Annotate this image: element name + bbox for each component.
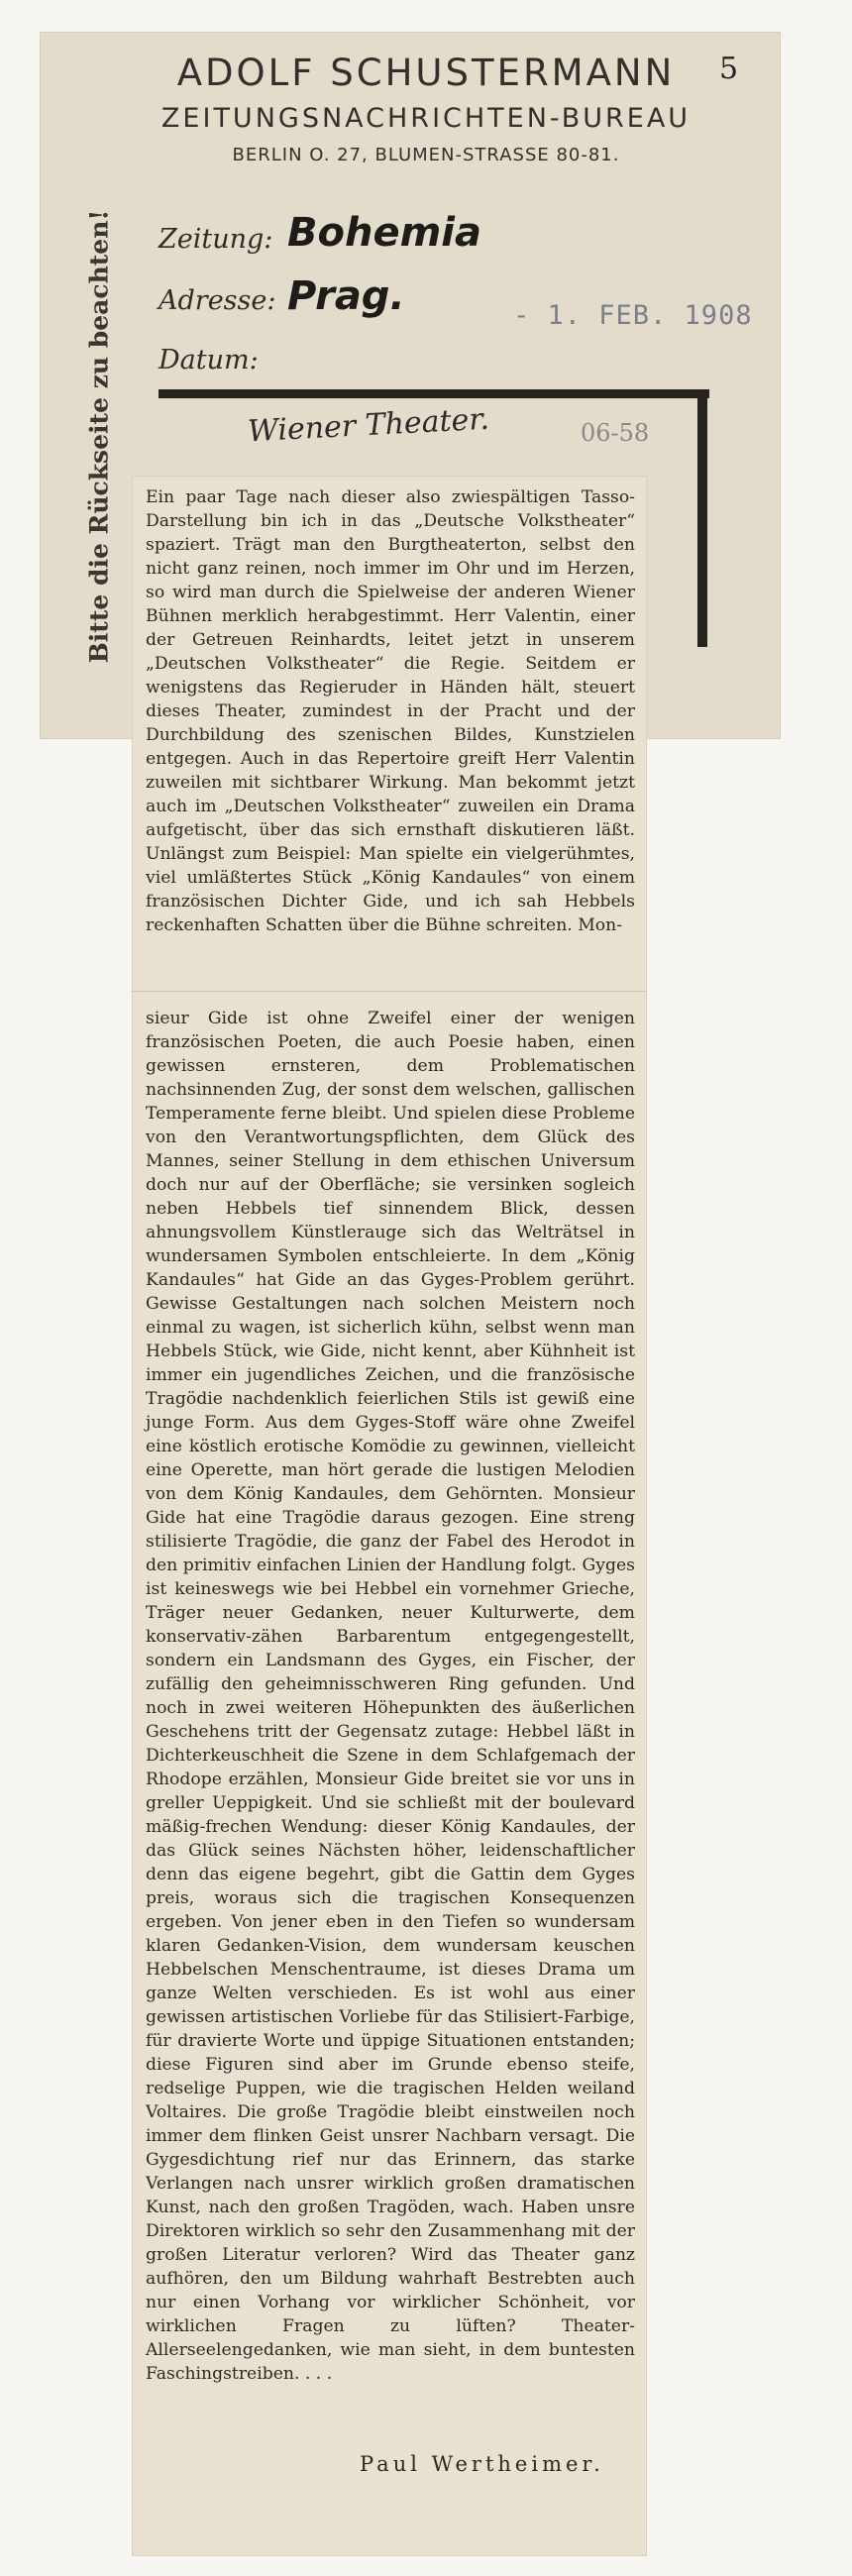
date-stamp: - 1. FEB. 1908: [513, 300, 753, 331]
handwritten-number: 06-58: [581, 419, 650, 447]
side-note-text: Bitte die Rückseite zu beachten!: [84, 209, 114, 663]
bureau-address: BERLIN O. 27, BLUMEN-STRASSE 80-81.: [232, 145, 620, 165]
value-zeitung: Bohemia: [287, 210, 481, 256]
label-zeitung: Zeitung:: [159, 224, 273, 255]
label-datum: Datum:: [159, 345, 259, 376]
side-note: [69, 178, 129, 694]
frame-rule-right: [697, 389, 707, 647]
frame-rule-top: [159, 389, 709, 398]
author-signature: Paul Wertheimer.: [360, 2452, 604, 2476]
label-adresse: Adresse:: [159, 285, 276, 316]
column-join: [132, 991, 647, 992]
company-name: ADOLF SCHUSTERMANN: [176, 52, 676, 94]
corner-pencil-mark: 5: [719, 52, 739, 86]
bureau-name: ZEITUNGSNACHRICHTEN-BUREAU: [160, 103, 692, 134]
article-paragraph-1: Ein paar Tage nach dieser also zwiespältigen Tasso-Darstellung bin ich in das „Deutsche Volkstheater“ spaziert. Trägt man den Burgtheaterton, selbst den nicht ganz reinen, noch immer im Ohr und im Herzen, so wird man durch die Spielweise der anderen Wiener Bühnen merklich herabgestimmt. Herr Valentin, einer der Getreuen Reinhardts, leitet jetzt in unserem „Deutschen Volkstheater“ die Regie. Seitdem er wenigstens das Regieruder in Händen hält, steuert dieses Theater, zumindest in der Pracht und der Durchbildung des szenischen Bildes, Kunstzielen entgegen. Auch in das Repertoire greift Herr Valentin zuweilen mit sichtbarer Wirkung. Man bekommt jetzt auch im „Deutschen Volkstheater“ zuweilen ein Drama aufgetischt, über das sich ernsthaft diskutieren läßt. Unlängst zum Beispiel: Man spielte ein vielgerühmtes, viel umläßtertes Stück „König Kandaules“ von einem französischen Dichter Gide, und ich sah Hebbels reckenhaften Schatten über die Bühne schreiten. Mon-: [146, 487, 635, 935]
handwritten-title: Wiener Theater.: [247, 401, 490, 450]
newspaper-clipping: [132, 476, 647, 2556]
article-paragraph-2: sieur Gide ist ohne Zweifel einer der wenigen französischen Poeten, die auch Poesie haben, einen gewissen ernsteren, dem Problematischen nachsinnenden Zug, der sonst dem welschen, gallischen Temperamente ferne bleibt. Und spielen diese Probleme von den Verantwortungspflichten, dem Glück des Mannes, seiner Stellung in dem ethischen Universum doch nur auf der Oberfläche; sie versinken sogleich neben Hebbels tief sinnendem Blick, dessen ahnungsvollem Künstlerauge sich das Welträtsel in wundersamen Symbolen entschleierte. In dem „König Kandaules“ hat Gide an das Gyges-Problem gerührt. Gewisse Gestaltungen nach solchen Meistern noch einmal zu wagen, ist sicherlich kühn, selbst wenn man Hebbels Stück, wie Gide, nicht kennt, aber Kühnheit ist immer ein jugendliches Zeichen, und die französische Tragödie nachdenklich feierlichen Stils ist gewiß eine junge Form. Aus dem Gyges-Stoff wäre ohne Zweifel eine köstlich erotische Komödie zu gewinnen, vielleicht eine Operette, man hört gerade die lustigen Melodien von dem König Kandaules, dem Gehörnten. Monsieur Gide hat eine Tragödie daraus gezogen. Eine streng stilisierte Tragödie, die ganz der Fabel des Herodot in den primitiv einfachen Linien der Handlung folgt. Gyges ist keineswegs wie bei Hebbel ein vornehmer Grieche, Träger neuer Gedanken, neuer Kulturwerte, dem konservativ-zähen Barbarentum entgegengestellt, sondern ein Landsmann des Gyges, ein Fischer, der zufällig den geheimnisschweren Ring gefunden. Und noch in zwei weiteren Höhepunkten des äußerlichen Geschehens tritt der Gegensatz zutage: Hebbel läßt in Dichterkeuschheit die Szene in dem Schlafgemach der Rhodope erzählen, Monsieur Gide breitet sie vor uns in greller Ueppigkeit. Und sie schließt mit der boulevard mäßig-frechen Wendung: dieser König Kandaules, der das Glück seines Nächsten höher, leidenschaftlicher denn das eigene begehrt, gibt die Gattin dem Gyges preis, woraus sich die tragischen Konsequenzen ergeben. Von jener eben in den Tiefen so wundersam klaren Gedanken-Vision, dem wundersam keuschen Hebbelschen Menschentraume, ist dieses Drama um ganze Welten verschieden. Es ist wohl aus einer gewissen artistischen Vorliebe für das Stilisiert-Farbige, für dravierte Worte und üppige Situationen entstanden; diese Figuren sind aber im Grunde ebenso steife, redselige Puppen, wie die tragischen Helden weiland Voltaires. Die große Tragödie bleibt einstweilen noch immer dem flinken Geist unsrer Nachbarn versagt. Die Gygesdichtung rief nur das Erinnern, das starke Verlangen nach unsrer wirklich großen dramatischen Kunst, nach den großen Tragöden, wach. Haben unsre Direktoren wirklich so sehr den Zusammenhang mit der großen Literatur verloren? Wird das Theater ganz aufhören, den um Bildung wahrhaft Bestrebten auch nur einen Vorhang vor wirklicher Schönheit, vor wirklichen Fragen zu lüften? Theater-Allerseelengedanken, wie man sieht, in dem buntesten Faschingstreiben. . . .: [146, 1009, 635, 2384]
value-adresse: Prag.: [287, 273, 405, 319]
